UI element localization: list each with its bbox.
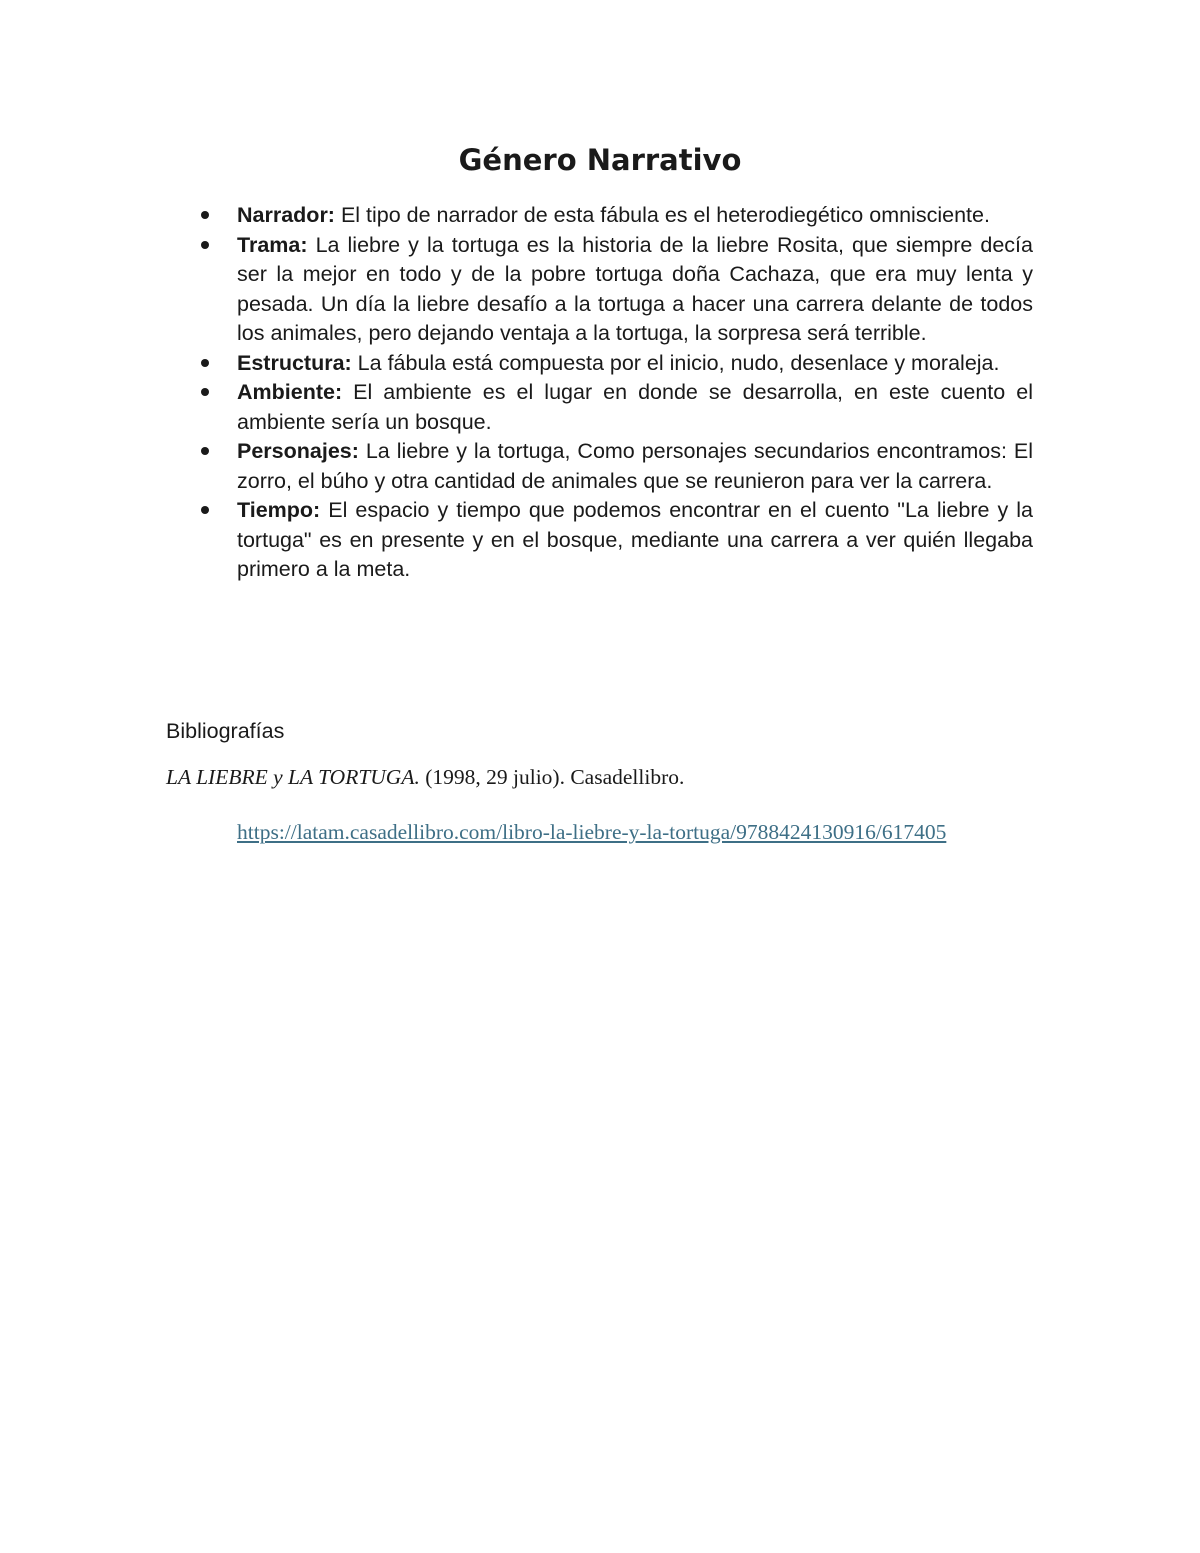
list-item-narrador xyxy=(200,201,1033,231)
item-text: La liebre y la tortuga es la historia de la liebre Rosita, que siempre decía ser la mejor en todo y de la pobre tortuga doña Cachaza, que era muy lenta y pesada. Un día la liebre desafío a la tortuga a hacer una carrera delante de todos los animales, pero dejando ventaja a la tortuga, la sorpresa será terrible. xyxy=(237,232,1033,345)
reference-details: (1998, 29 julio). Casadellibro. xyxy=(419,765,685,789)
item-text: La fábula está compuesta por el inicio, nudo, desenlace y moraleja. xyxy=(351,350,1000,375)
item-term: Trama: xyxy=(237,232,308,257)
bibliography-heading: Bibliografías xyxy=(166,719,285,743)
item-text: La liebre y la tortuga, Como personajes secundarios encontramos: El zorro, el búho y otra cantidad de animales que se reunieron para ver la carrera. xyxy=(237,439,1033,493)
bullet-list xyxy=(200,201,1033,585)
bibliography-reference xyxy=(166,762,684,792)
bullet-icon xyxy=(201,211,209,219)
item-term: Ambiente: xyxy=(237,380,343,404)
reference-link[interactable]: https://latam.casadellibro.com/libro-la-liebre-y-la-tortuga/9788424130916/617405 xyxy=(237,820,947,844)
list-item-ambiente xyxy=(200,378,1033,437)
page-title: Género Narrativo xyxy=(458,143,742,177)
list-item-trama xyxy=(200,231,1033,349)
item-text: El tipo de narrador de esta fábula es el heterodiegético omnisciente. xyxy=(334,203,990,227)
item-text: El ambiente es el lugar en donde se desarrolla, en este cuento el ambiente sería un bosque. xyxy=(237,380,1033,434)
item-term: Estructura: xyxy=(237,350,352,375)
bullet-icon xyxy=(201,506,209,514)
bullet-icon xyxy=(201,447,209,455)
list-item-estructura xyxy=(200,349,1033,379)
item-term: Tiempo: xyxy=(237,498,321,522)
list-item-personajes xyxy=(200,437,1033,496)
reference-title: LA LIEBRE y LA TORTUGA. xyxy=(166,765,420,789)
list-item-tiempo xyxy=(200,496,1033,585)
bullet-icon xyxy=(201,241,209,249)
item-text: El espacio y tiempo que podemos encontrar en el cuento "La liebre y la tortuga" es en presente y en el bosque, mediante una carrera a ver quién llegaba primero a la meta. xyxy=(237,498,1033,581)
item-term: Narrador: xyxy=(237,203,335,227)
bullet-icon xyxy=(201,388,209,396)
bullet-icon xyxy=(201,359,209,367)
item-term: Personajes: xyxy=(237,439,359,463)
